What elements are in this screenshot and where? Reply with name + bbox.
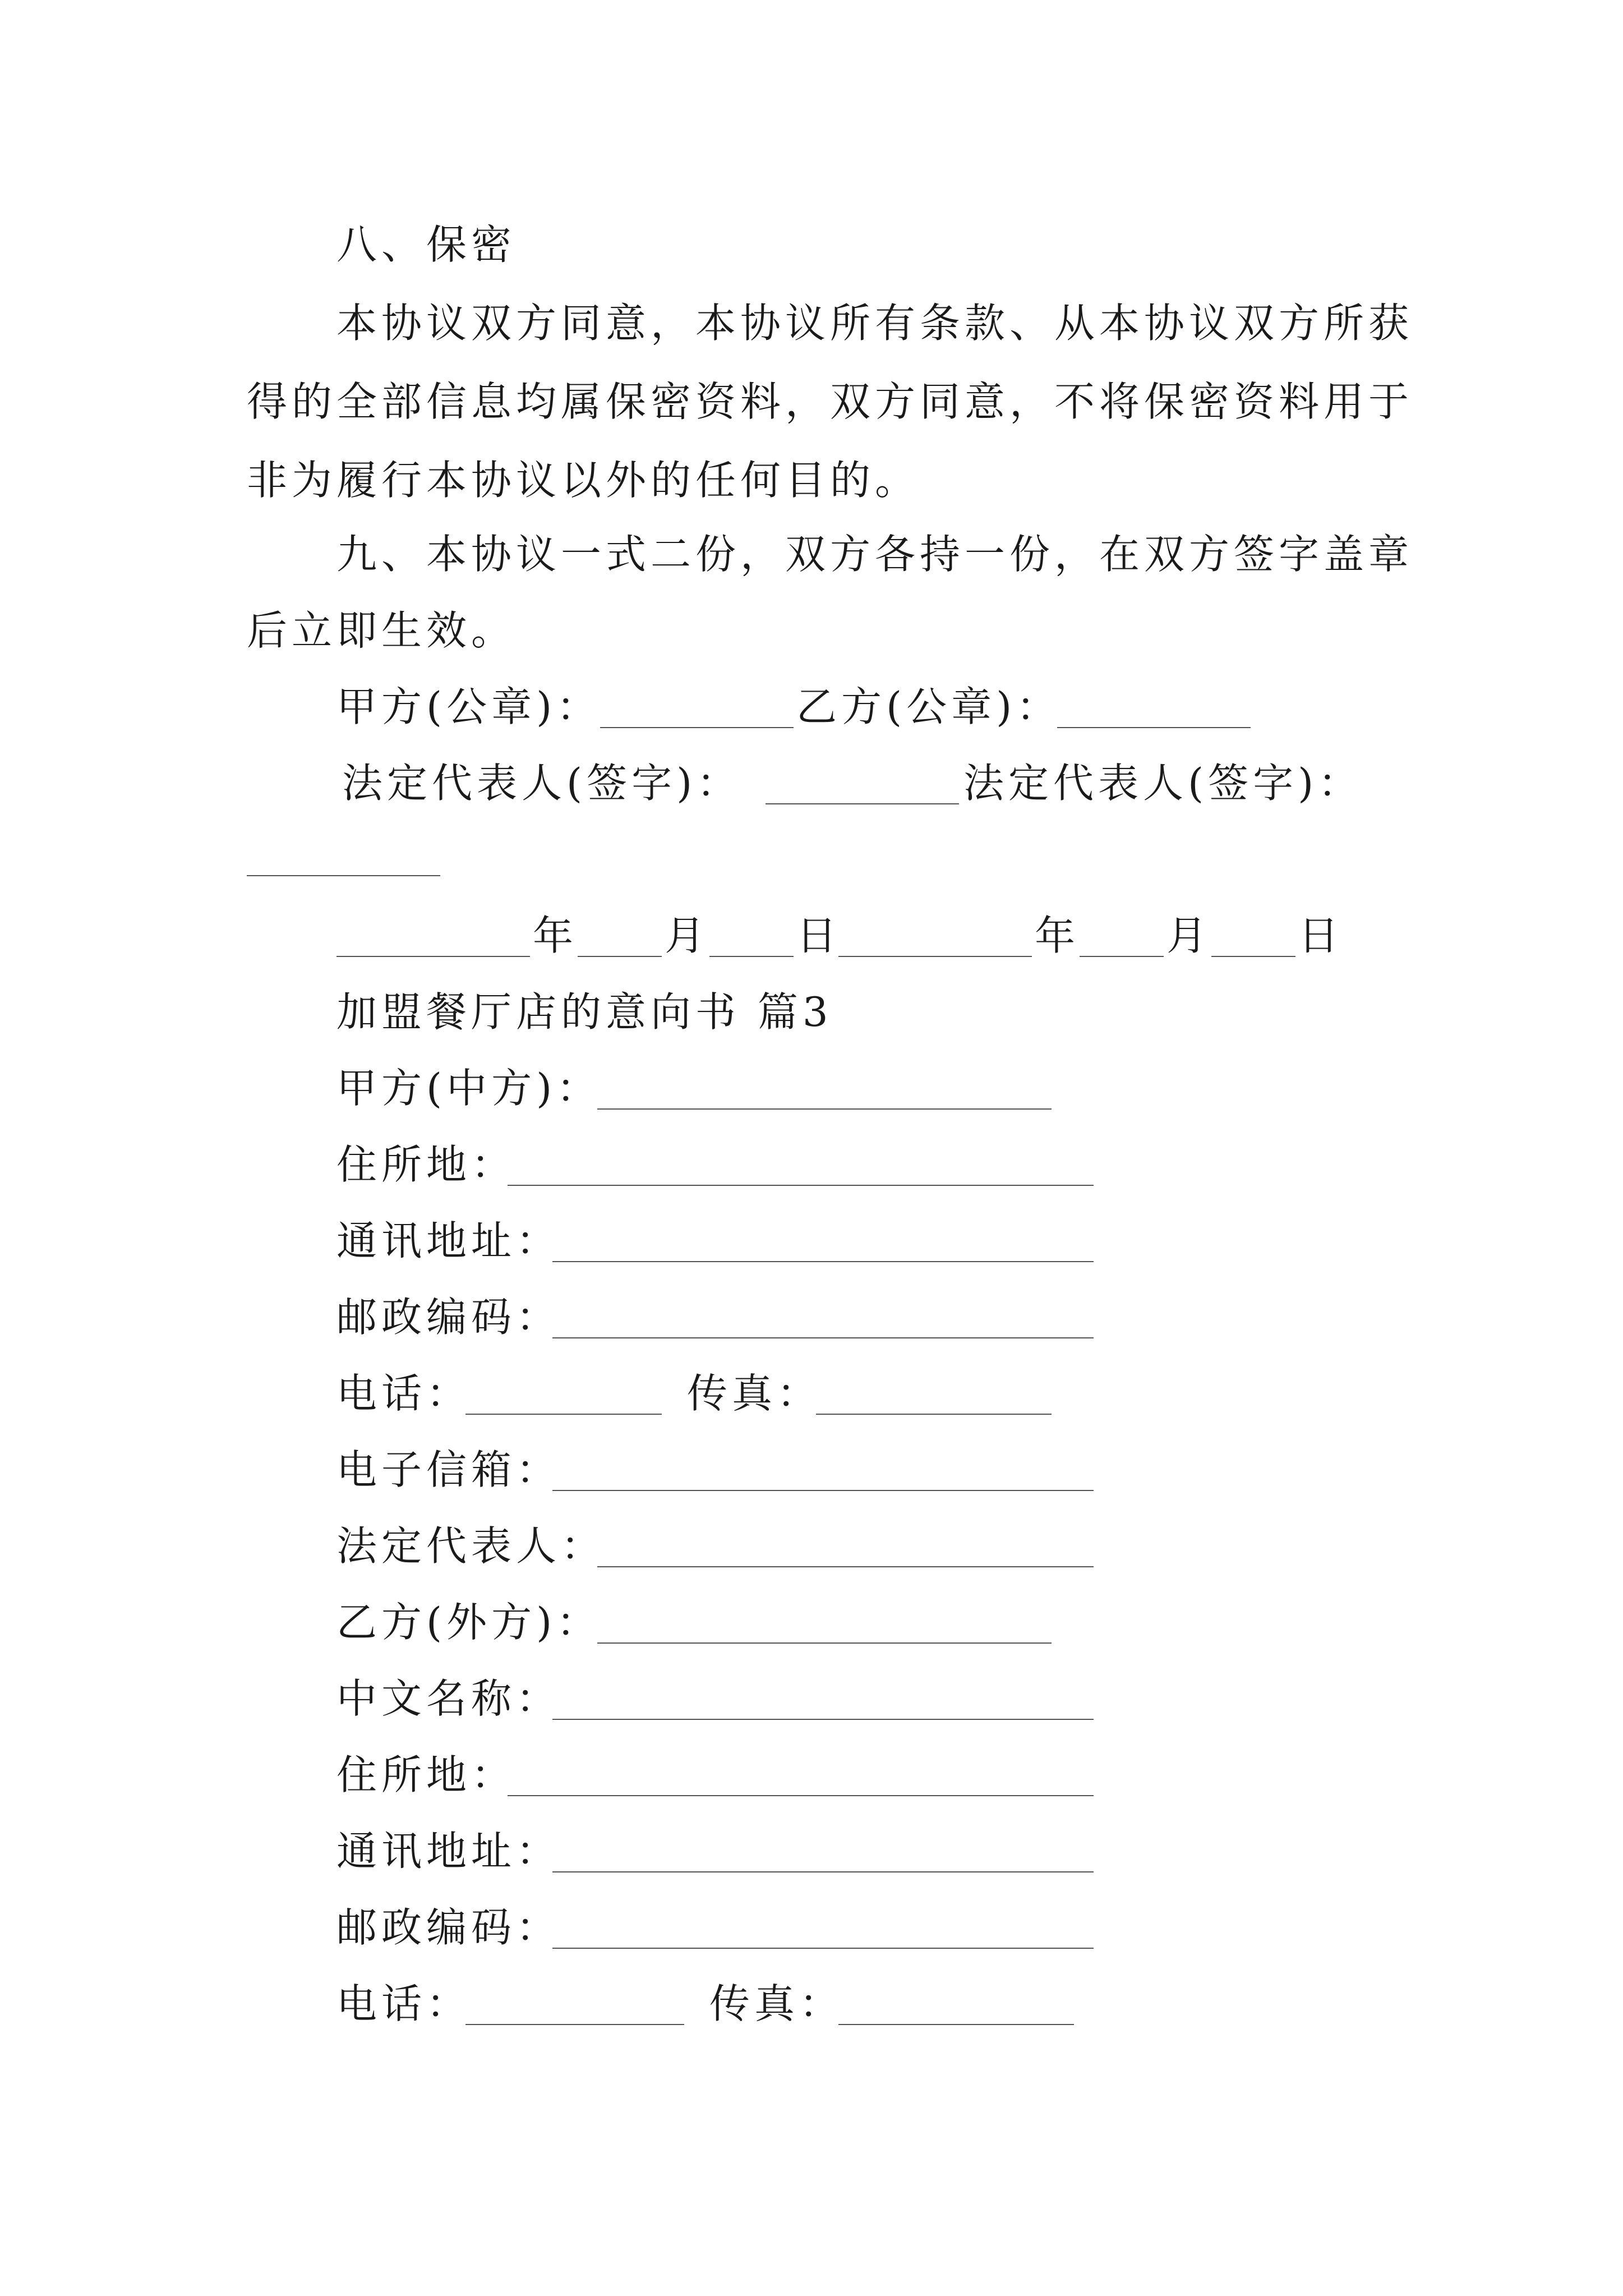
section9-line1: [0, 527, 1623, 581]
seal-line: [0, 680, 1623, 734]
party-a-line: [0, 1061, 1623, 1115]
party-b-fax-blank[interactable]: [838, 2024, 1074, 2025]
party-b-phone-line: [0, 1977, 1623, 2031]
party-a-phone-blank[interactable]: [465, 1414, 662, 1415]
date-b-month-blank[interactable]: [1080, 956, 1164, 957]
party-a-phone-label: 电话：: [336, 1370, 472, 1417]
party-a-postcode-blank[interactable]: [552, 1337, 1094, 1338]
party-a-email-label: 电子信箱：: [336, 1446, 561, 1493]
section-title: 加盟餐厅店的意向书 篇3: [336, 988, 833, 1036]
party-b-chinese-name-line: [0, 1672, 1623, 1726]
party-b-address-label: 住所地：: [336, 1751, 517, 1798]
legal-rep-a-blank[interactable]: [766, 803, 959, 804]
date-a-year-blank[interactable]: [336, 956, 530, 957]
party-a-mail-line: [0, 1214, 1623, 1268]
party-a-email-line: [0, 1443, 1623, 1497]
party-b-chinese-name-blank[interactable]: [552, 1719, 1094, 1720]
party-b-phone-blank[interactable]: [465, 2024, 684, 2025]
party-a-legal-rep-label: 法定代表人：: [336, 1522, 606, 1570]
section9-text-1: 九、本协议一式二份，双方各持一份，在双方签字盖章: [336, 531, 1414, 578]
party-a-seal-blank[interactable]: [600, 727, 794, 728]
section9-text-2: 后立即生效。: [247, 607, 517, 654]
party-b-phone-label: 电话：: [336, 1980, 472, 2027]
section8-text-2: 得的全部信息均属保密资料，双方同意，不将保密资料用于: [247, 378, 1414, 425]
party-a-legal-rep-blank[interactable]: [597, 1566, 1094, 1567]
date-a-month-blank[interactable]: [578, 956, 662, 957]
party-a-mail-label: 通讯地址：: [336, 1217, 561, 1264]
legal-rep-b-blank[interactable]: [247, 875, 440, 876]
party-b-chinese-name-label: 中文名称：: [336, 1675, 561, 1722]
party-b-postcode-blank[interactable]: [552, 1948, 1094, 1949]
date-a-year-label: 年: [533, 912, 578, 959]
section8-heading-line: [0, 218, 1623, 272]
party-a-fax-blank[interactable]: [816, 1414, 1052, 1415]
section8-para-line3: [0, 453, 1623, 507]
party-b-mail-label: 通讯地址：: [336, 1828, 561, 1875]
party-a-legal-rep-line: [0, 1519, 1623, 1573]
section8-text-1: 本协议双方同意，本协议所有条款、从本协议双方所获: [336, 300, 1414, 347]
date-a-day-blank[interactable]: [709, 956, 794, 957]
party-b-seal-label: 乙方(公章)：: [796, 683, 1062, 730]
section8-heading: 八、保密: [336, 221, 517, 268]
date-b-day-blank[interactable]: [1211, 956, 1295, 957]
date-b-day-label: 日: [1298, 912, 1344, 959]
party-a-postcode-label: 邮政编码：: [336, 1294, 561, 1341]
party-b-address-blank[interactable]: [508, 1795, 1094, 1796]
legal-rep-a-label: 法定代表人(签字)：: [342, 760, 742, 807]
legal-rep-line: [0, 756, 1623, 810]
date-line: [0, 909, 1623, 963]
party-a-address-line: [0, 1138, 1623, 1191]
party-b-postcode-label: 邮政编码：: [336, 1904, 561, 1951]
date-b-year-label: 年: [1035, 912, 1080, 959]
section8-text-3: 非为履行本协议以外的任何目的。: [247, 457, 920, 504]
party-b-fax-label: 传真：: [709, 1980, 845, 2027]
party-a-phone-line: [0, 1366, 1623, 1420]
party-a-blank[interactable]: [597, 1108, 1052, 1110]
party-b-line: [0, 1595, 1623, 1649]
date-b-month-label: 月: [1166, 912, 1212, 959]
party-b-mail-line: [0, 1824, 1623, 1878]
party-b-label: 乙方(外方)：: [336, 1599, 602, 1646]
party-b-postcode-line: [0, 1901, 1623, 1954]
party-a-postcode-line: [0, 1290, 1623, 1344]
party-a-email-blank[interactable]: [552, 1490, 1094, 1491]
section8-para-line1: [0, 296, 1623, 350]
date-b-year-blank[interactable]: [838, 956, 1032, 957]
party-b-mail-blank[interactable]: [552, 1871, 1094, 1872]
party-b-blank[interactable]: [597, 1642, 1052, 1644]
section9-line2: [0, 604, 1623, 657]
date-a-month-label: 月: [665, 912, 710, 959]
party-a-mail-blank[interactable]: [552, 1261, 1094, 1262]
party-a-address-label: 住所地：: [336, 1141, 517, 1188]
party-b-address-line: [0, 1748, 1623, 1802]
party-b-seal-blank[interactable]: [1057, 727, 1251, 728]
party-a-label: 甲方(中方)：: [336, 1065, 602, 1112]
section-title-line: [0, 985, 1623, 1039]
legal-rep-b-label: 法定代表人(签字)：: [963, 760, 1363, 807]
party-a-seal-label: 甲方(公章)：: [336, 683, 602, 730]
party-a-fax-label: 传真：: [687, 1370, 822, 1417]
party-a-address-blank[interactable]: [508, 1185, 1094, 1186]
date-a-day-label: 日: [796, 912, 842, 959]
section8-para-line2: [0, 375, 1623, 429]
